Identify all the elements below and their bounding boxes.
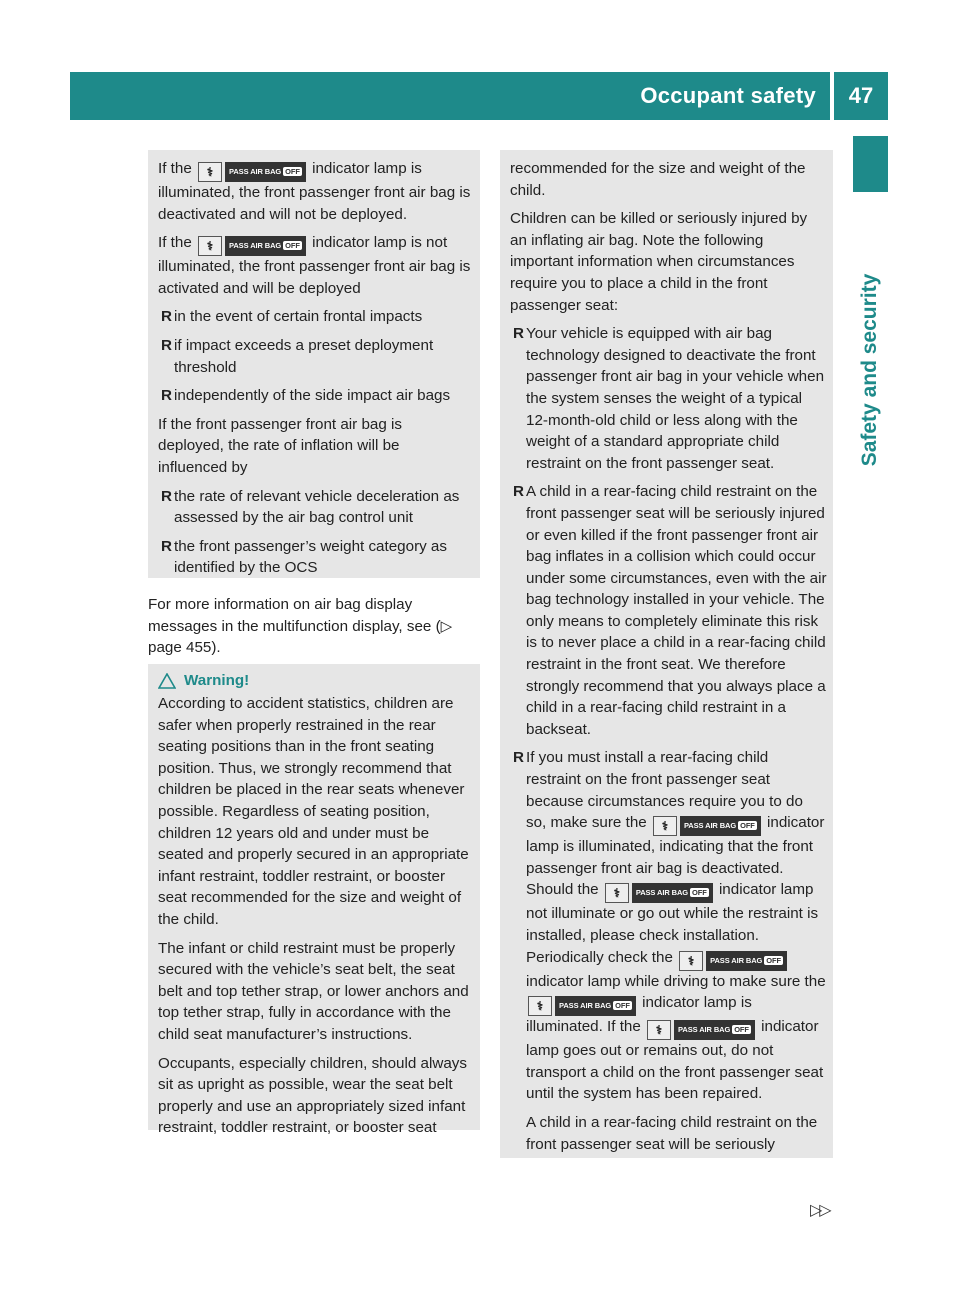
warning-box bbox=[148, 664, 480, 1137]
paragraph bbox=[158, 232, 472, 299]
right-info-box bbox=[500, 150, 833, 1158]
list-item: R the rate of relevant vehicle deceleration as assessed by the air bag control unit bbox=[161, 487, 460, 527]
page-number: 47 bbox=[848, 83, 874, 108]
page-number-box bbox=[834, 72, 888, 120]
paragraph: recommended for the size and weight of the child. bbox=[510, 160, 806, 199]
left-info-box bbox=[148, 150, 480, 578]
list-item: R if impact exceeds a preset deployment threshold bbox=[161, 336, 434, 376]
pass-air-bag-off-indicator-icon bbox=[198, 236, 306, 256]
air-bag-label: PASS AIR BAG OFF bbox=[225, 236, 306, 256]
pass-air-bag-off-indicator-icon: ⚕ PASS AIR BAG OFF bbox=[653, 816, 761, 836]
warning-triangle-icon bbox=[158, 673, 176, 689]
paragraph: A child in a rear-facing child restraint on the front passenger seat will be seriously bbox=[526, 1113, 818, 1153]
child-seat-icon: ⚕ bbox=[198, 162, 222, 182]
header-title-container bbox=[70, 72, 826, 120]
list-item: R independently of the side impact air bags bbox=[161, 387, 451, 405]
pass-air-bag-off-indicator-icon: ⚕ PASS AIR BAG OFF bbox=[647, 1020, 755, 1040]
pass-air-bag-off-indicator-icon: ⚕ PASS AIR BAG OFF bbox=[528, 996, 636, 1016]
warning-title: Warning! bbox=[184, 672, 250, 689]
pass-air-bag-off-indicator-icon bbox=[198, 162, 306, 182]
paragraph: Children can be killed or seriously injured by an inflating air bag. Note the following important information when circumstances require you to place a child in the front passenger seat: bbox=[510, 210, 808, 314]
page-title: Occupant safety bbox=[640, 83, 816, 108]
text: If the bbox=[158, 160, 192, 177]
pass-air-bag-off-indicator-icon: ⚕ PASS AIR BAG OFF bbox=[605, 883, 713, 903]
child-seat-icon: ⚕ bbox=[198, 236, 222, 256]
list-item: R If you must install a rear-facing child restraint on the front passenger seat because circumstances require you to do so, make sure the ⚕ PASS AIR BAG OFF indicator lamp is illuminated, indicating that the front passenger front air bag is deactivated. Should the ⚕ PASS AIR BAG OFF indicator lamp not illuminate or go out while the restraint is installed, please check installation. Periodically check the ⚕ PASS AIR BAG OFF indicator lamp while driving to make sure the ⚕ PASS AIR BAG OFF indicator lamp is illuminated. If the ⚕ PASS AIR BAG OFF indicator lamp goes out or remains out, do not transport a child on the front passenger seat until the system has been repaired. A child in a rear-facing child restraint on the front passenger seat will be seriously bbox=[510, 747, 827, 1155]
paragraph: The infant or child restraint must be properly secured with the vehicle’s seat belt, the seat belt and top tether strap, or lower anchors and top tether strap, fully in accordance with the child seat manufacturer’s instructions. bbox=[158, 939, 469, 1043]
pass-air-bag-off-indicator-icon: ⚕ PASS AIR BAG OFF bbox=[679, 951, 787, 971]
section-side-label: Safety and security bbox=[858, 273, 881, 467]
continue-arrows-icon: ▷▷ bbox=[810, 1202, 829, 1219]
list-item: R the front passenger’s weight category as identified by the OCS bbox=[161, 537, 447, 577]
air-bag-label: PASS AIR BAG OFF bbox=[225, 162, 306, 182]
paragraph: If the front passenger front air bag is deployed, the rate of inflation will be influenced by bbox=[158, 415, 402, 476]
list-item: R in the event of certain frontal impacts bbox=[161, 308, 423, 326]
text: indicator lamp is illuminated, the front passenger front air bag is deactivated and will not be deployed. bbox=[158, 160, 471, 223]
text: indicator lamp is not illuminated, the front passenger front air bag is activated and will be deployed bbox=[158, 234, 471, 297]
main-paragraph: For more information on air bag display messages in the multifunction display, see (▷ page 455). bbox=[148, 596, 453, 657]
paragraph: Occupants, especially children, should always sit as upright as possible, wear the seat belt properly and use an appropriately sized infant restraint, toddler restraint, or booster seat bbox=[158, 1054, 467, 1137]
paragraph: According to accident statistics, children are safer when properly restrained in the rear seating positions than in the front seating position. Thus, we strongly recommend that children be placed in the rear seats whenever possible. Regardless of seating position, children 12 years old and under must be seated and properly secured in an appropriate infant restraint, toddler restraint, or booster seat recommended for the size and weight of the child. bbox=[158, 695, 469, 928]
paragraph bbox=[158, 158, 472, 225]
warning-header bbox=[158, 672, 472, 689]
side-tab-marker bbox=[853, 136, 888, 192]
list-item: R A child in a rear-facing child restraint on the front passenger seat will be seriously injured or even killed if the front passenger front air bag inflates in a collision which could occur under some circumstances, even with the air bag technology installed in your vehicle. The only means to completely eliminate this risk is to never place a child in a rear-facing child restraint in the front seat. We therefore strongly recommend that you always place a child in a rear-facing child restraint in a backseat. bbox=[513, 483, 827, 738]
list-item: R Your vehicle is equipped with air bag technology designed to deactivate the front passenger front air bag in your vehicle when the system senses the weight of a typical 12-month-old child or less along with the weight of a standard appropriate child restraint on the front passenger seat. bbox=[513, 325, 825, 472]
text: If the bbox=[158, 234, 192, 252]
